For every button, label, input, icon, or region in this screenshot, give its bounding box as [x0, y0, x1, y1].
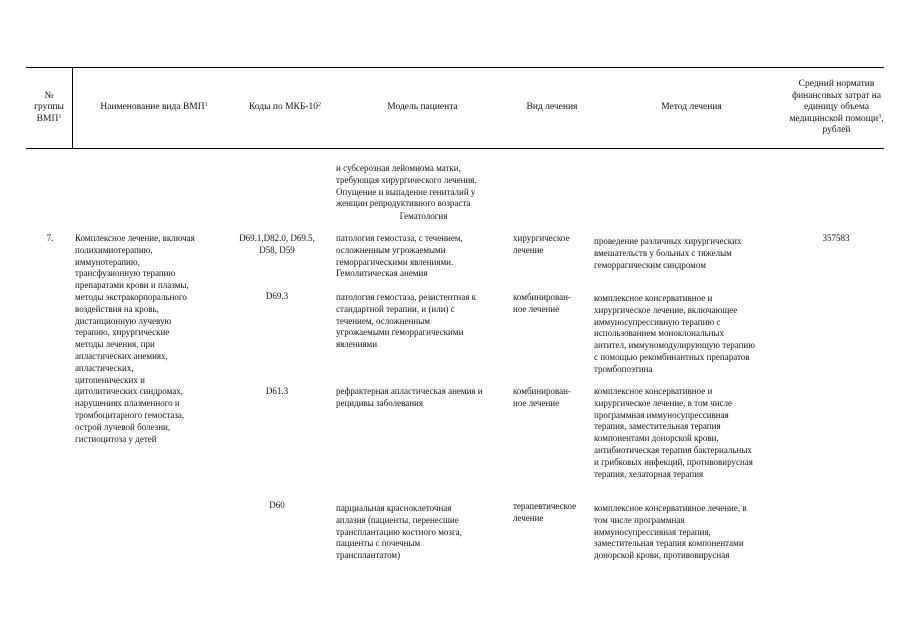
subrow-codes: D60: [269, 500, 285, 510]
header-codes-text: Коды по МКБ-10: [248, 102, 319, 113]
header-codes: [235, 68, 335, 148]
header-cost: [789, 68, 884, 148]
vmp-name: Комплексное лечение, включая полихимиотерапию, иммунотерапию, трансфузионную терапию препаратами крови и плазмы, методы экстракорпорального воздействия на кровь, дистанционную лучевую терапию, хирургические методы лечения, при апластических анемиях, апластических, цитопенических и цитолитических синдромах, нарушениях плазменного и тромбоцитарного гемостаза, острой лучевой болезни, гистиоцитоза у детей: [75, 233, 195, 444]
header-group-number: [26, 68, 72, 148]
continuation-model-text: и субсерозная лейомиома матки, требующая хирургического лечения. Опущение и выпадение гениталий у женщин репродуктивного возраста: [336, 163, 477, 209]
header-method-text: Метод лечения: [661, 102, 722, 113]
footnote-ref: 1: [204, 102, 208, 109]
footnote-ref: 1: [58, 113, 62, 120]
subrow-codes: D69.3: [265, 291, 289, 301]
row-number: 7.: [46, 233, 54, 243]
header-treatment-text: Вид лечения: [526, 102, 578, 113]
header-cost-unit: , рублей: [822, 113, 884, 136]
footnote-ref: 3: [878, 113, 882, 120]
subrow-model: рефрактерная апластическая анемия и рецидивы заболевания: [336, 386, 483, 408]
table-header: [26, 67, 884, 149]
subrow-method: проведение различных хирургических вмешательств у больных с тяжелым геморрагическим синдромом: [594, 236, 742, 270]
subrow-codes: D61.3: [265, 386, 289, 396]
header-name: [73, 68, 235, 148]
subrow-model: патология гемостаза, резистентная к стандартной терапии, и (или) с течением, осложненным угрожаемыми геморрагическими явлениями: [336, 292, 476, 350]
subrow-model: патология гемостаза, с течением, осложненным угрожаемыми геморрагическими явлениями. Гемолитическая анемия: [336, 233, 463, 279]
footnote-ref: 2: [318, 102, 322, 109]
cost-value: 357583: [822, 233, 850, 243]
subrow-method: комплексное консервативное лечение, в том числе программная иммуносупрессивная терапия, заместительная терапия компонентами донорской крови, противовирусная: [594, 503, 747, 561]
subrow-method: комплексное консервативное и хирургическое лечение, в том числе программная иммуносупрессивная терапия, заместительная терапия компонентами донорской крови, антибиотическая терапия бактериальных и грибковых инфекций, противовирусная терапия, хелаторная терапия: [594, 386, 753, 479]
header-group-number-line3: ВМП: [36, 113, 59, 124]
subrow-method: комплексное консервативное и хирургическое лечение, включающее иммуносупрессивную терапию с использованием моноклональных антител, иммуномодулирующую терапию с помощью рекомбинантных препаратов тромбопоэтина: [594, 293, 755, 374]
header-name-text: Наименование вида ВМП: [100, 102, 205, 113]
subrow-treatment: хирургическое лечение: [513, 233, 570, 255]
header-model: [335, 68, 510, 148]
header-group-number-line2: группы: [34, 102, 64, 113]
header-method: [594, 68, 789, 148]
subrow-model: парциальная красноклеточная аплазия (пациенты, перенесшие трансплантацию костного мозга, пациенты с почечным трансплантатом): [336, 503, 462, 561]
subrow-codes: D69.1,D82.0, D69.5, D58, D59: [239, 233, 315, 255]
subrow-treatment: терапевтическое лечение: [513, 501, 577, 523]
header-treatment: [510, 68, 594, 148]
subrow-treatment: комбинирован- ное лечение: [513, 292, 571, 314]
subrow-treatment: комбинирован- ное лечение: [513, 386, 571, 408]
header-cost-text: Средний норматив финансовых затрат на единицу объема медицинской помощи: [789, 79, 882, 124]
header-group-number-line1: №: [44, 90, 54, 101]
header-model-text: Модель пациента: [387, 102, 458, 113]
section-title-hematology: Гематология: [399, 211, 448, 221]
